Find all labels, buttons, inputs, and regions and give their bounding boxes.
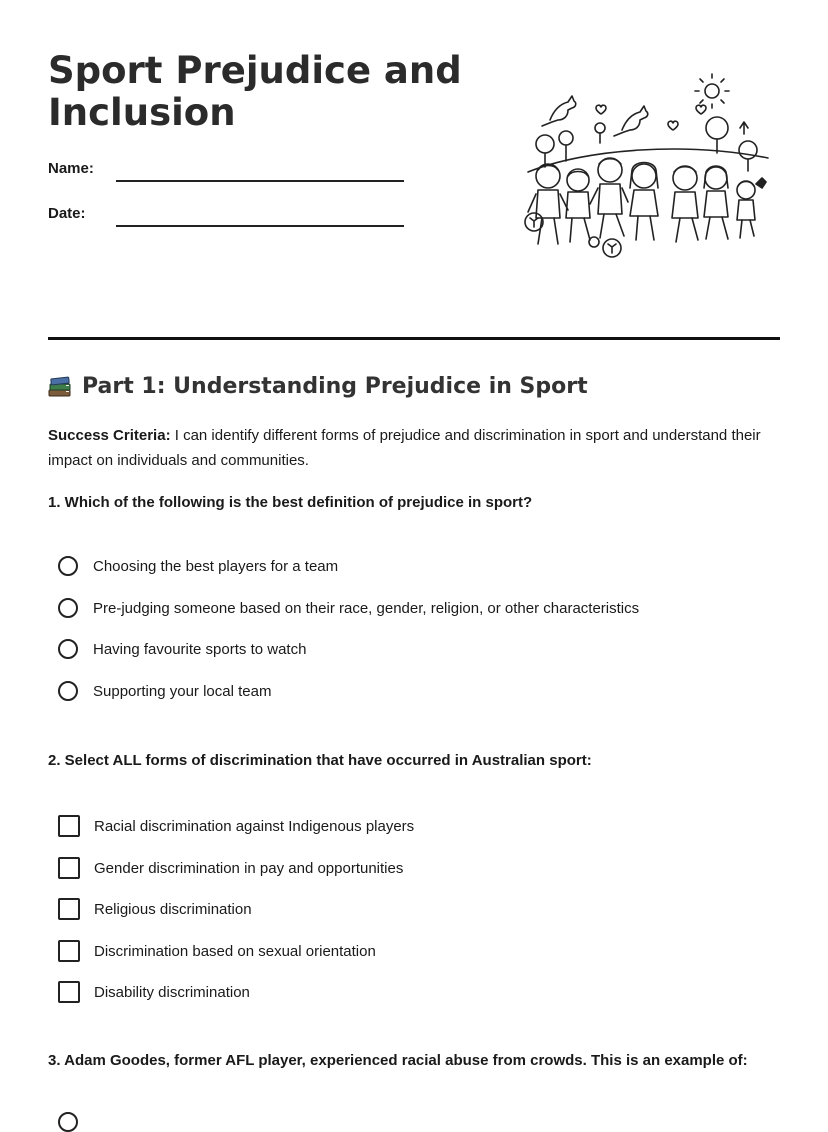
option-label: Discrimination based on sexual orientation — [94, 942, 376, 960]
option-label: Pre-judging someone based on their race, gender, religion, or other characteristics — [93, 599, 640, 617]
q2-option-4[interactable] — [58, 940, 376, 962]
worksheet-title — [48, 50, 468, 134]
date-field[interactable] — [116, 225, 404, 227]
q2-option-2[interactable] — [58, 857, 403, 879]
checkbox[interactable] — [58, 857, 80, 879]
name-field[interactable] — [116, 180, 404, 182]
success-criteria — [48, 423, 788, 473]
checkbox[interactable] — [58, 981, 80, 1003]
question-3: 3. Adam Goodes, former AFL player, experienced racial abuse from crowds. This is an example of: — [48, 1052, 748, 1069]
q3-option-1-partial[interactable] — [58, 1112, 93, 1132]
radio-button[interactable] — [58, 681, 78, 701]
option-label: Choosing the best players for a team — [93, 557, 339, 575]
radio-button[interactable] — [58, 639, 78, 659]
option-label: Supporting your local team — [93, 682, 272, 700]
option-label: Racial discrimination against Indigenous players — [94, 817, 415, 835]
option-label: Disability discrimination — [94, 983, 250, 1001]
q2-option-1[interactable] — [58, 815, 414, 837]
q2-option-3[interactable] — [58, 898, 252, 920]
date-label: Date: — [48, 205, 86, 222]
title-line-1: Sport Prejudice and — [48, 49, 462, 92]
section-divider — [48, 337, 780, 340]
success-criteria-label: Success Criteria: — [48, 427, 171, 444]
q1-option-3[interactable] — [58, 639, 306, 659]
success-criteria-text: I can identify different forms of prejudice and discrimination in sport and understand their impact on individuals and communities. — [48, 427, 761, 469]
checkbox[interactable] — [58, 815, 80, 837]
radio-button[interactable] — [58, 598, 78, 618]
question-1: 1. Which of the following is the best definition of prejudice in sport? — [48, 494, 533, 511]
part1-title: Part 1: Understanding Prejudice in Sport — [82, 374, 588, 399]
option-label: Having favourite sports to watch — [93, 640, 307, 658]
children-playing-sport-illustration — [520, 72, 770, 262]
q1-option-4[interactable] — [58, 681, 271, 701]
part1-heading — [48, 374, 588, 399]
radio-button[interactable] — [58, 556, 78, 576]
q1-option-2[interactable] — [58, 598, 639, 618]
checkbox[interactable] — [58, 940, 80, 962]
question-2: 2. Select ALL forms of discrimination that have occurred in Australian sport: — [48, 752, 592, 769]
books-icon — [48, 376, 72, 398]
checkbox[interactable] — [58, 898, 80, 920]
option-label: Gender discrimination in pay and opportunities — [94, 859, 404, 877]
q1-option-1[interactable] — [58, 556, 338, 576]
q2-option-5[interactable] — [58, 981, 250, 1003]
radio-button[interactable] — [58, 1112, 78, 1132]
option-label: Religious discrimination — [94, 900, 252, 918]
title-line-2: Inclusion — [48, 91, 236, 134]
name-label: Name: — [48, 160, 94, 177]
